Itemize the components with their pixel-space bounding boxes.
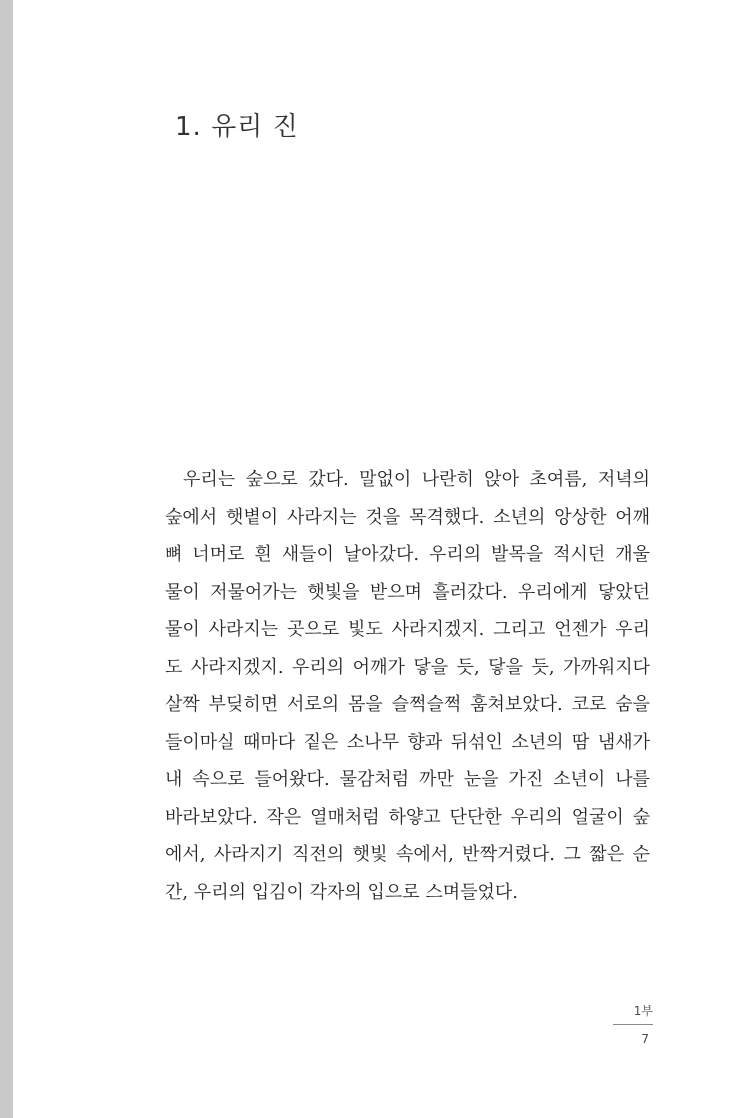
book-page <box>13 0 750 1118</box>
body-line: 숲에서 햇볕이 사라지는 것을 목격했다. 소년의 앙상한 어깨 <box>165 506 650 528</box>
body-line: 물이 저물어가는 햇빛을 받으며 흘러갔다. 우리에게 닿았던 <box>165 581 650 603</box>
body-line: 도 사라지겠지. 우리의 어깨가 닿을 듯, 닿을 듯, 가까워지다 <box>165 656 650 678</box>
body-line: 간, 우리의 입김이 각자의 입으로 스며들었다. <box>165 881 519 903</box>
page-folio <box>601 1003 653 1046</box>
body-line: 내 속으로 들어왔다. 물감처럼 까만 눈을 가진 소년이 나를 <box>165 769 650 790</box>
chapter-title: 1. 유리 진 <box>175 112 299 142</box>
part-label: 1부 <box>633 1004 653 1018</box>
body-line: 물이 사라지는 곳으로 빛도 사라지겠지. 그리고 언젠가 우리 <box>165 619 650 640</box>
body-line: 들이마실 때마다 짙은 소나무 향과 뒤섞인 소년의 땀 냄새가 <box>165 731 650 753</box>
body-line: 에서, 사라지기 직전의 햇빛 속에서, 반짝거렸다. 그 짧은 순 <box>165 844 650 865</box>
body-line: 살짝 부딪히면 서로의 몸을 슬쩍슬쩍 훔쳐보았다. 코로 숨을 <box>165 694 650 715</box>
folio-divider <box>613 1024 653 1025</box>
book-spine-edge <box>0 0 13 1118</box>
body-line: 바라보았다. 작은 열매처럼 하얗고 단단한 우리의 얼굴이 숲 <box>165 806 650 828</box>
body-paragraph <box>165 461 650 911</box>
page-number: 7 <box>641 1032 649 1046</box>
body-line: 우리는 숲으로 갔다. 말없이 나란히 앉아 초여름, 저녁의 <box>183 469 650 490</box>
body-line: 뼈 너머로 흰 새들이 날아갔다. 우리의 발목을 적시던 개울 <box>165 544 650 565</box>
